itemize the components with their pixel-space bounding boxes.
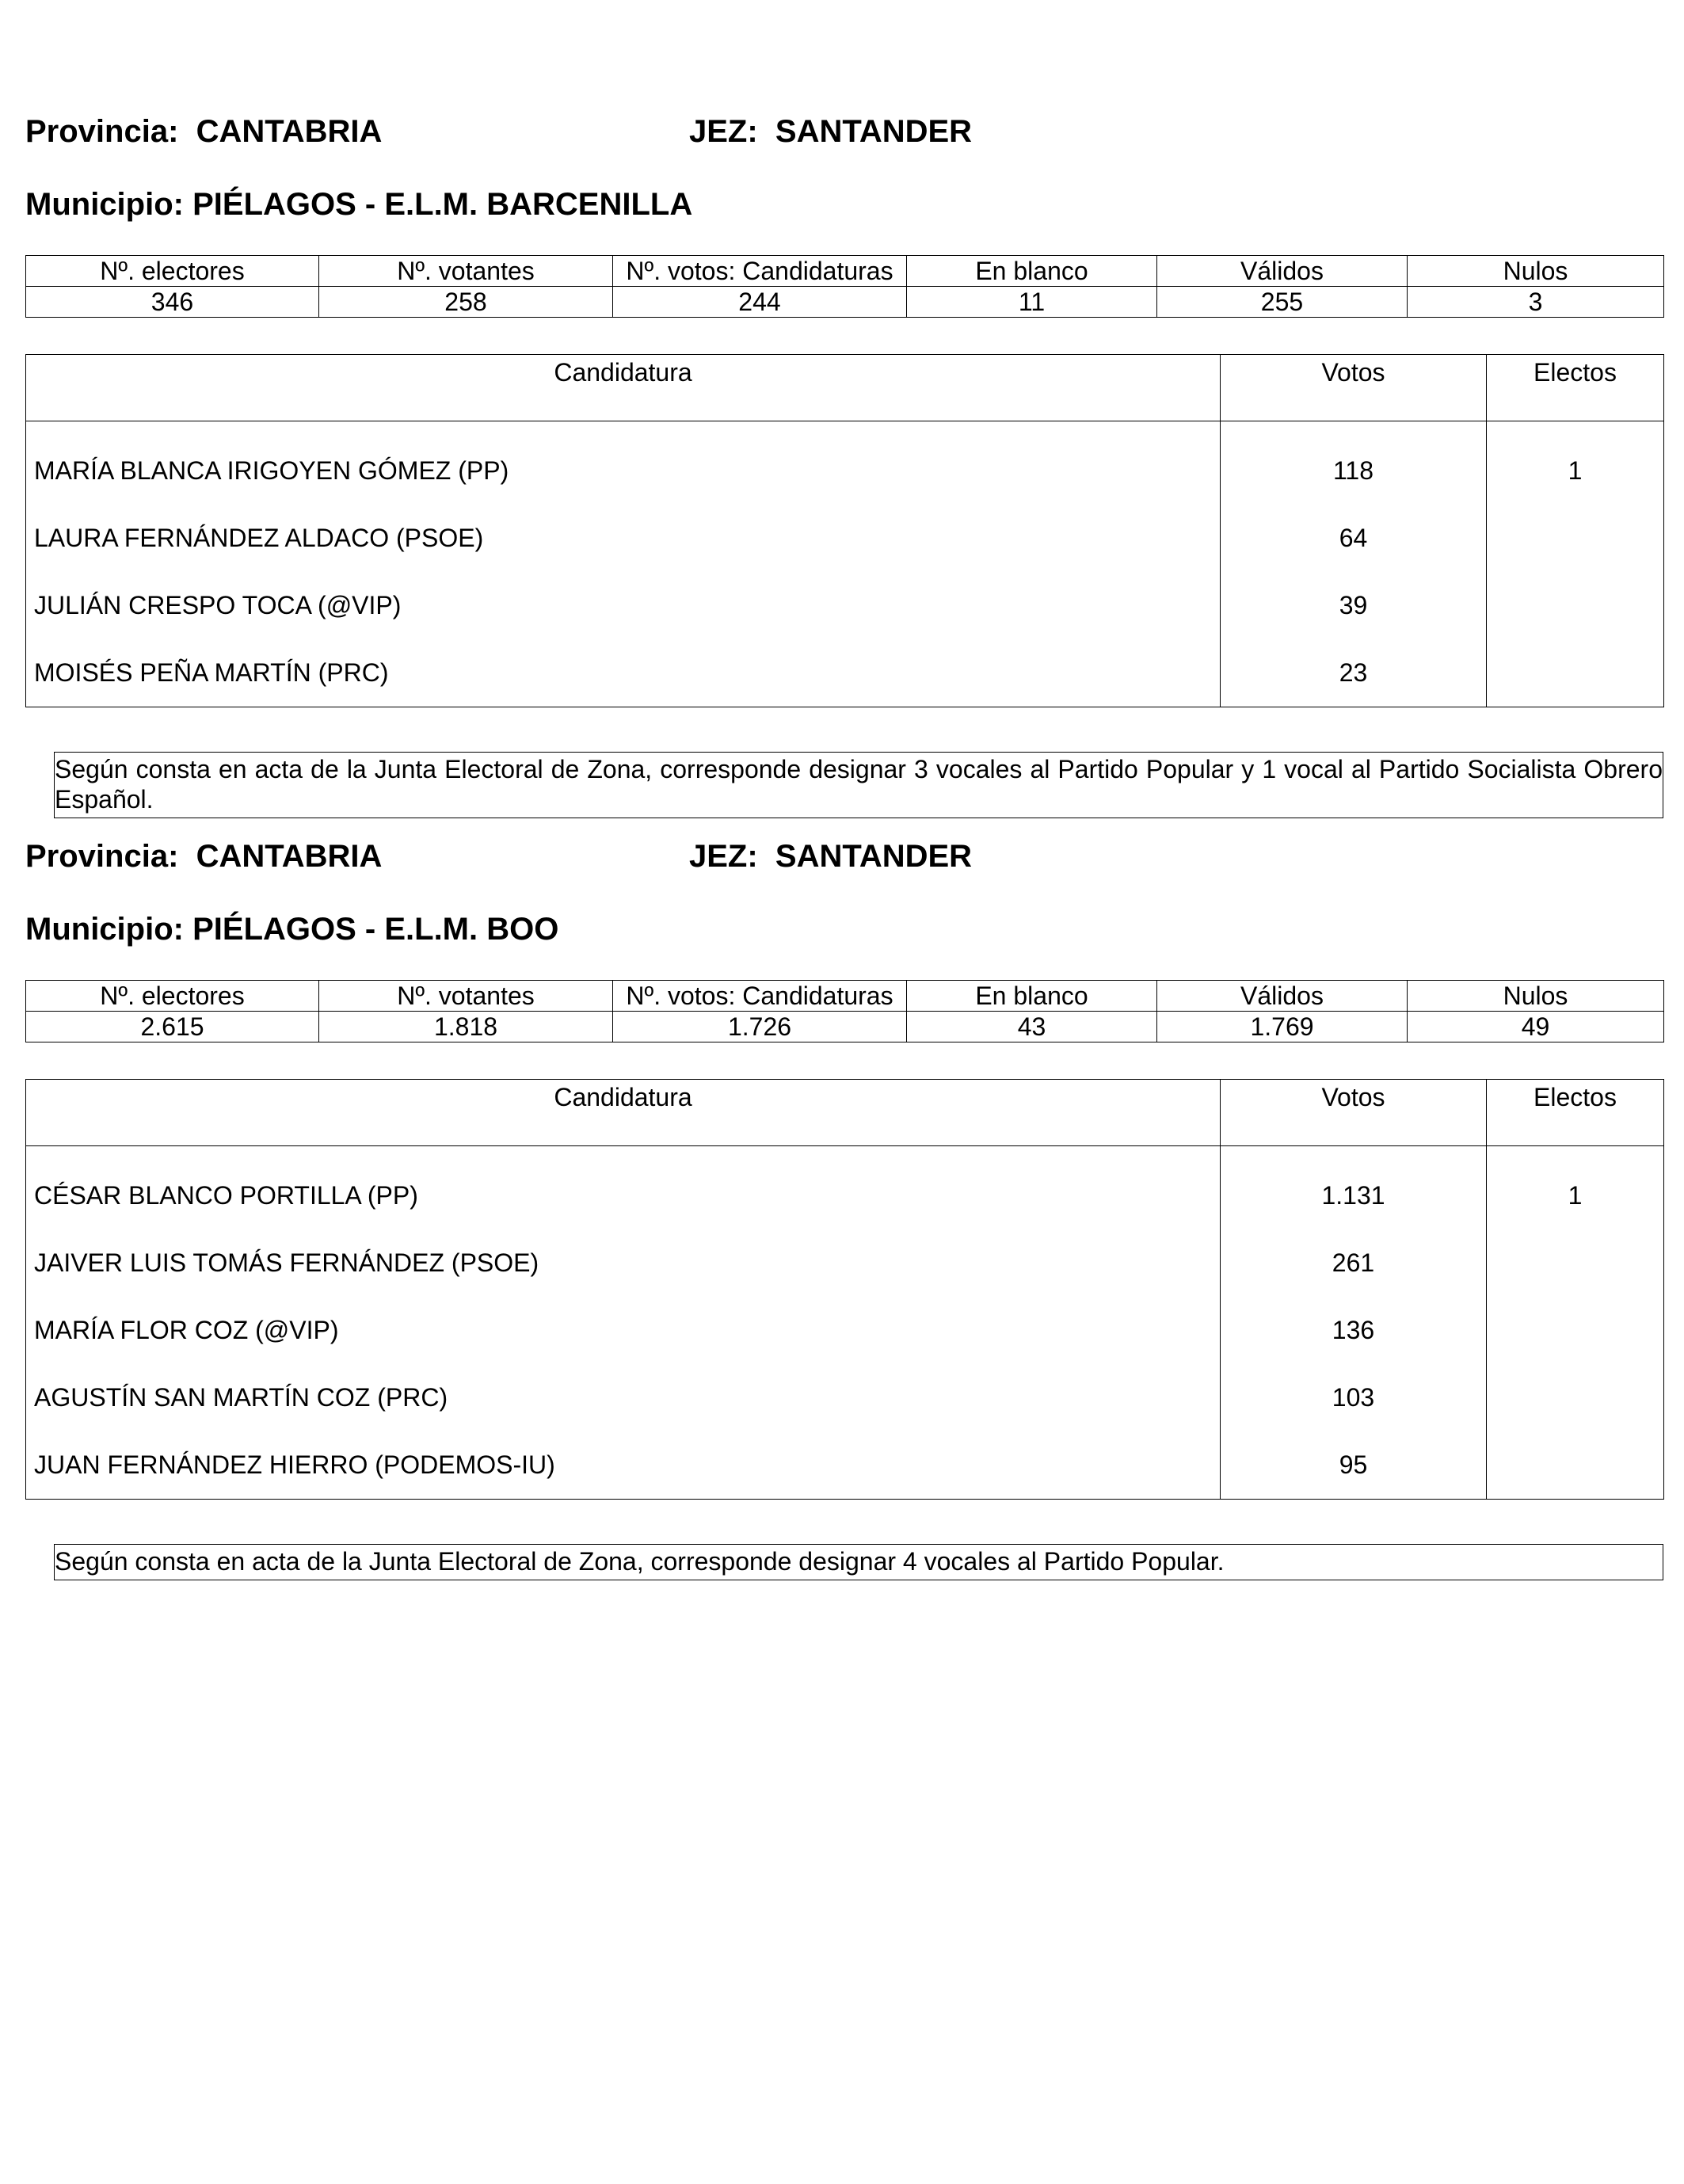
candidate-electos (1487, 1229, 1664, 1297)
designation-note: Según consta en acta de la Junta Electoral de Zona, corresponde designar 3 vocales al Partido Popular y 1 vocal al Partido Socialista Obrero Español. (54, 752, 1663, 818)
candidate-electos (1487, 1297, 1664, 1364)
provincia: Provincia: CANTABRIA (25, 839, 383, 874)
candidate-row (26, 1146, 1664, 1230)
candidate-row (26, 639, 1664, 707)
candidates-header-row (26, 355, 1664, 421)
stats-header-cell: Válidos (1157, 256, 1408, 287)
stats-value-cell: 346 (26, 287, 319, 318)
designation-note: Según consta en acta de la Junta Electoral de Zona, corresponde designar 4 vocales al Partido Popular. (54, 1544, 1663, 1580)
stats-header-cell: Nº. votos: Candidaturas (613, 256, 907, 287)
stats-value-cell: 43 (907, 1012, 1157, 1042)
stats-value-row (26, 1012, 1664, 1042)
candidate-name: MARÍA BLANCA IRIGOYEN GÓMEZ (PP) (34, 456, 509, 485)
election-section-barcenilla (25, 111, 1663, 818)
candidate-votos: 64 (1221, 505, 1487, 572)
candidate-electos (1487, 1431, 1664, 1500)
municipio-title: Municipio: PIÉLAGOS - E.L.M. BOO (25, 912, 559, 947)
stats-value-cell: 258 (319, 287, 613, 318)
stats-value-row (26, 287, 1664, 318)
candidate-row (26, 421, 1664, 505)
candidate-votos: 23 (1221, 639, 1487, 707)
candidate-name: CÉSAR BLANCO PORTILLA (PP) (34, 1181, 418, 1210)
candidate-electos (1487, 639, 1664, 707)
section-header (25, 836, 1663, 877)
candidate-row (26, 572, 1664, 639)
candidate-name: JUAN FERNÁNDEZ HIERRO (PODEMOS-IU) (34, 1450, 555, 1479)
candidates-table (25, 354, 1664, 707)
provincia: Provincia: CANTABRIA (25, 114, 383, 149)
candidate-row (26, 1431, 1664, 1500)
candidate-name: JULIÁN CRESPO TOCA (@VIP) (34, 591, 402, 619)
candidate-votos: 39 (1221, 572, 1487, 639)
candidate-row (26, 1229, 1664, 1297)
votos-header: Votos (1221, 1080, 1487, 1146)
stats-header-cell: Nulos (1408, 981, 1664, 1012)
votos-header: Votos (1221, 355, 1487, 421)
stats-header-cell: Nulos (1408, 256, 1664, 287)
candidate-name: JAIVER LUIS TOMÁS FERNÁNDEZ (PSOE) (34, 1248, 539, 1277)
stats-value-cell: 2.615 (26, 1012, 319, 1042)
candidatura-header: Candidatura (26, 355, 1221, 421)
candidatura-header: Candidatura (26, 1080, 1221, 1146)
election-section-boo (25, 836, 1663, 1580)
candidate-electos (1487, 572, 1664, 639)
stats-value-cell: 49 (1408, 1012, 1664, 1042)
candidate-electos: 1 (1487, 1146, 1664, 1230)
stats-value-cell: 3 (1408, 287, 1664, 318)
candidates-table (25, 1079, 1664, 1500)
stats-header-cell: Nº. electores (26, 981, 319, 1012)
candidate-electos: 1 (1487, 421, 1664, 505)
stats-table (25, 980, 1664, 1042)
stats-header-cell: En blanco (907, 981, 1157, 1012)
candidate-votos: 136 (1221, 1297, 1487, 1364)
candidate-name: LAURA FERNÁNDEZ ALDACO (PSOE) (34, 524, 484, 552)
candidate-votos: 95 (1221, 1431, 1487, 1500)
candidate-row (26, 1297, 1664, 1364)
jez: JEZ: SANTANDER (689, 839, 973, 874)
stats-header-cell: En blanco (907, 256, 1157, 287)
candidate-votos: 103 (1221, 1364, 1487, 1431)
candidate-name: MOISÉS PEÑA MARTÍN (PRC) (34, 658, 389, 687)
stats-header-cell: Nº. votantes (319, 981, 613, 1012)
stats-value-cell: 244 (613, 287, 907, 318)
stats-value-cell: 11 (907, 287, 1157, 318)
stats-header-cell: Nº. votantes (319, 256, 613, 287)
candidate-row (26, 1364, 1664, 1431)
candidate-name: MARÍA FLOR COZ (@VIP) (34, 1316, 339, 1344)
stats-header-row (26, 256, 1664, 287)
candidate-name: AGUSTÍN SAN MARTÍN COZ (PRC) (34, 1383, 448, 1412)
municipio-title: Municipio: PIÉLAGOS - E.L.M. BARCENILLA (25, 187, 693, 222)
stats-value-cell: 1.726 (613, 1012, 907, 1042)
jez: JEZ: SANTANDER (689, 114, 973, 149)
stats-header-row (26, 981, 1664, 1012)
candidate-electos (1487, 1364, 1664, 1431)
electos-header: Electos (1487, 1080, 1664, 1146)
stats-table (25, 255, 1664, 318)
stats-value-cell: 1.818 (319, 1012, 613, 1042)
stats-value-cell: 1.769 (1157, 1012, 1408, 1042)
candidate-votos: 261 (1221, 1229, 1487, 1297)
candidates-header-row (26, 1080, 1664, 1146)
stats-value-cell: 255 (1157, 287, 1408, 318)
candidate-row (26, 505, 1664, 572)
candidate-votos: 118 (1221, 421, 1487, 505)
stats-header-cell: Nº. electores (26, 256, 319, 287)
stats-header-cell: Nº. votos: Candidaturas (613, 981, 907, 1012)
candidate-votos: 1.131 (1221, 1146, 1487, 1230)
electos-header: Electos (1487, 355, 1664, 421)
section-header (25, 111, 1663, 152)
stats-header-cell: Válidos (1157, 981, 1408, 1012)
candidate-electos (1487, 505, 1664, 572)
